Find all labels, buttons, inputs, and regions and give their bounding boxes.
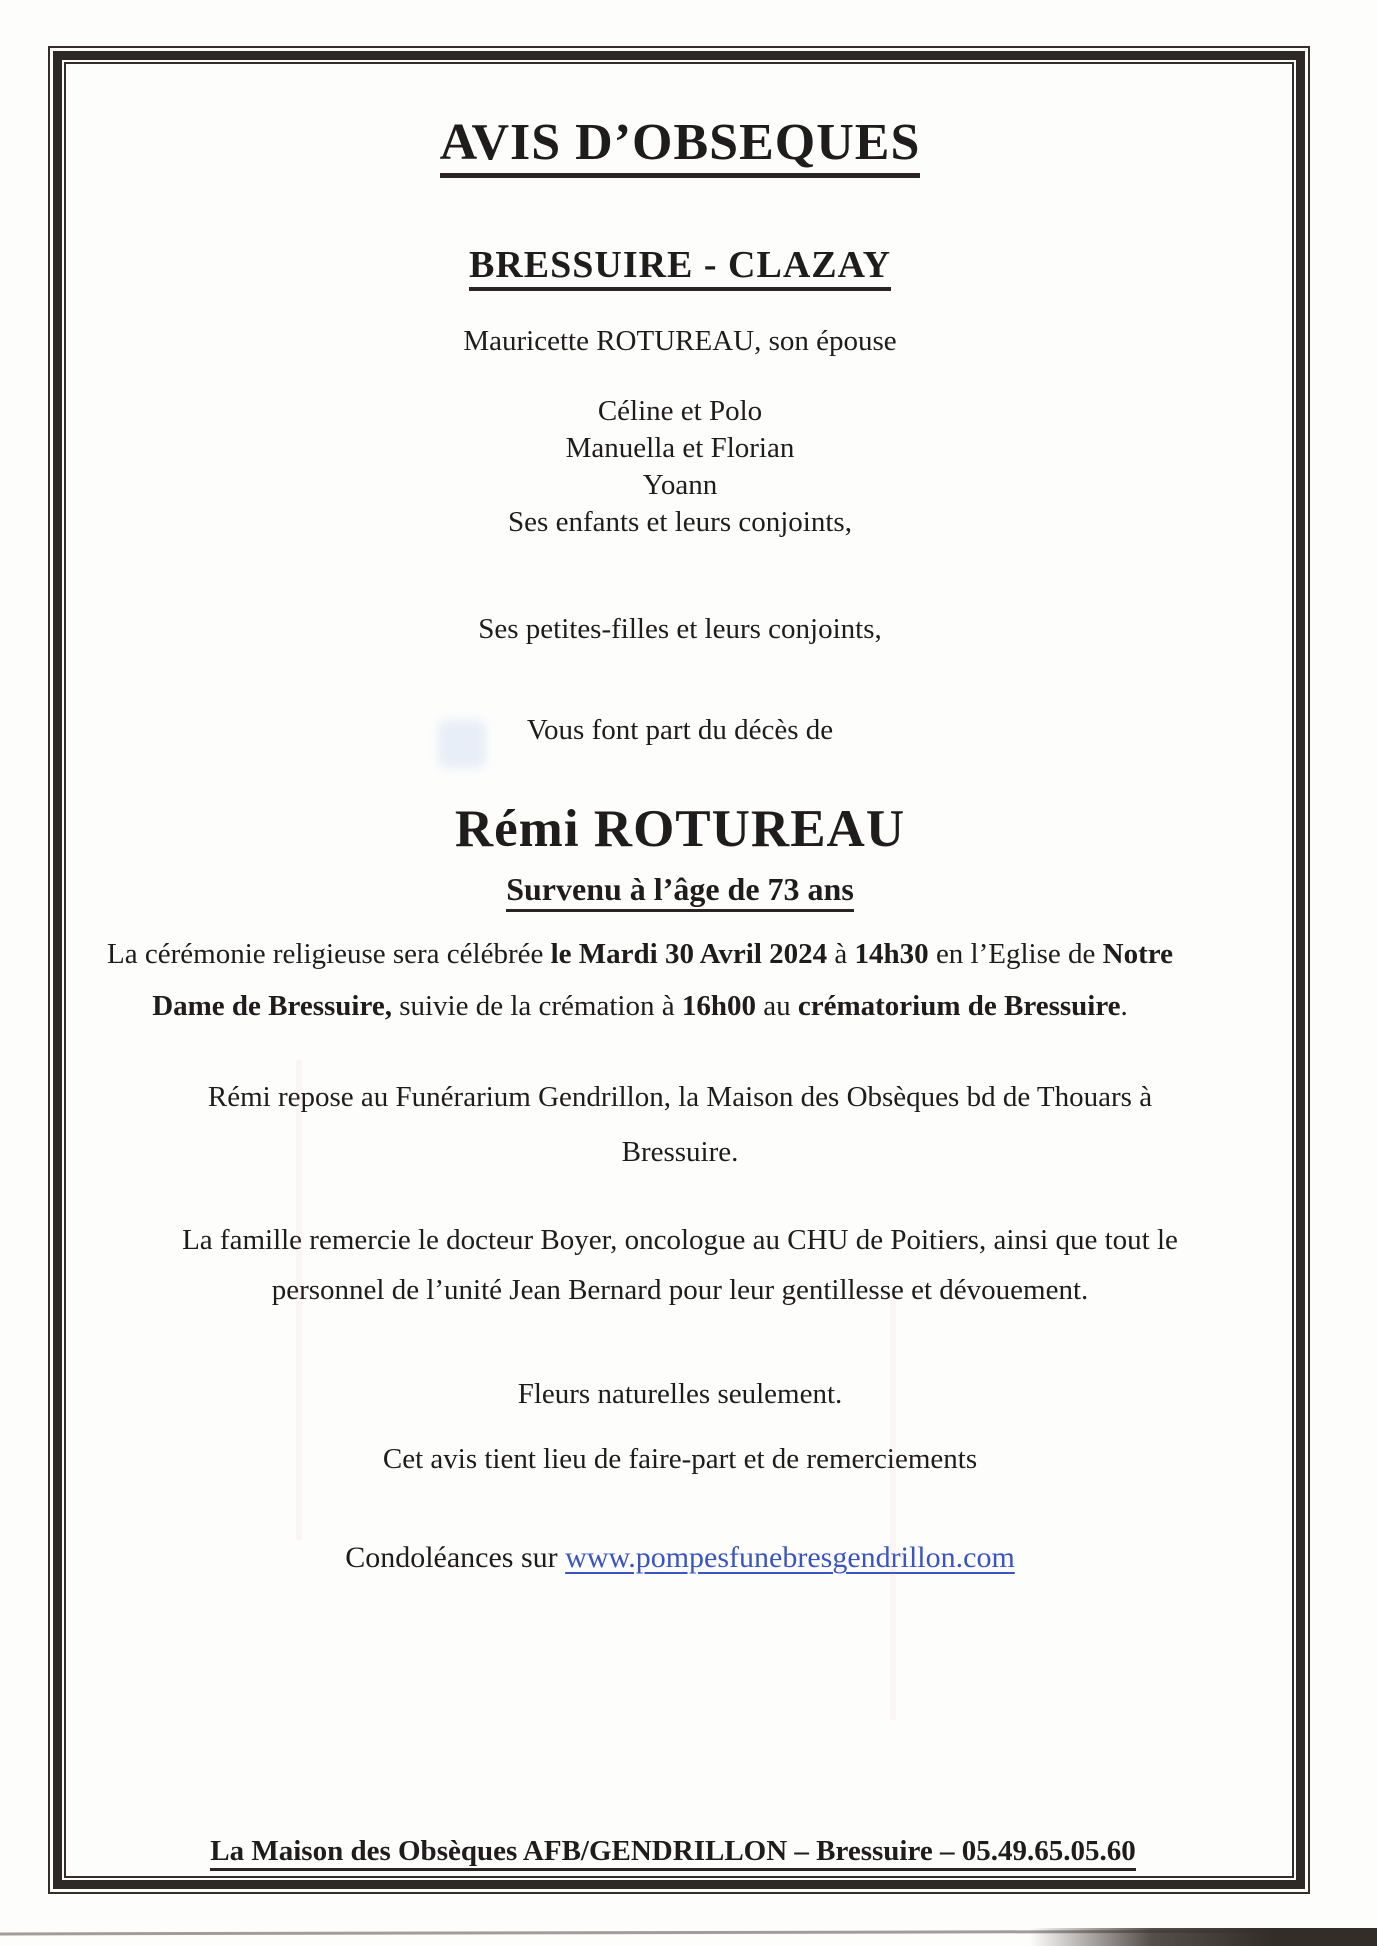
family-child-line: Yoann xyxy=(642,469,718,501)
scan-smudge-artifact xyxy=(438,720,486,768)
deceased-name: Rémi ROTUREAU xyxy=(454,800,906,858)
family-children-list xyxy=(67,393,1293,541)
thanks-paragraph xyxy=(67,1215,1293,1315)
family-child-line: Céline et Polo xyxy=(597,395,763,427)
family-grandchildren-line: Ses petites-filles et leurs conjoints, xyxy=(478,613,882,645)
funeral-home-footer xyxy=(67,1834,1279,1868)
condolences-prefix: Condoléances sur xyxy=(345,1541,566,1574)
faire-part-notice-line: Cet avis tient lieu de faire-part et de remerciements xyxy=(382,1443,978,1475)
notice-location-text: BRESSUIRE - CLAZAY xyxy=(469,244,891,291)
scan-streak-artifact xyxy=(296,1060,302,1540)
thanks-line: La famille remercie le docteur Boyer, oncologue au CHU de Poitiers, ainsi que tout le xyxy=(182,1224,1178,1256)
flowers-notice-line: Fleurs naturelles seulement. xyxy=(517,1378,843,1410)
repose-paragraph xyxy=(67,1070,1293,1180)
scanner-edge-band xyxy=(1030,1928,1377,1946)
family-spouse-line: Mauricette ROTUREAU, son épouse xyxy=(463,325,897,357)
scan-streak-artifact xyxy=(890,1300,896,1720)
repose-line: Rémi repose au Funérarium Gendrillon, la Maison des Obsèques bd de Thouars à xyxy=(207,1081,1153,1113)
thanks-line: personnel de l’unité Jean Bernard pour leur gentillesse et dévouement. xyxy=(271,1274,1089,1306)
condolences-line xyxy=(67,1540,1293,1575)
deceased-age-text: Survenu à l’âge de 73 ans xyxy=(506,871,854,912)
deceased-age-line xyxy=(67,871,1293,909)
notice-title-text: AVIS D’OBSEQUES xyxy=(440,114,921,178)
condolences-link[interactable]: www.pompesfunebresgendrillon.com xyxy=(565,1541,1015,1574)
notice-title xyxy=(67,112,1293,173)
ceremony-paragraph: La cérémonie religieuse sera célébrée le Mardi 30 Avril 2024 à 14h30 en l’Eglise de Notre Dame de Bressuire, suivie de la crémation à 16h00 au crématorium de Bressuire. xyxy=(107,938,1173,1022)
death-announcement-line: Vous font part du décès de xyxy=(526,714,834,746)
funeral-home-footer-text: La Maison des Obsèques AFB/GENDRILLON – Bressuire – 05.49.65.05.60 xyxy=(210,1835,1135,1871)
family-child-line: Manuella et Florian xyxy=(565,432,795,464)
repose-line: Bressuire. xyxy=(621,1136,739,1168)
notice-location xyxy=(67,243,1293,288)
family-child-line: Ses enfants et leurs conjoints, xyxy=(508,506,852,538)
